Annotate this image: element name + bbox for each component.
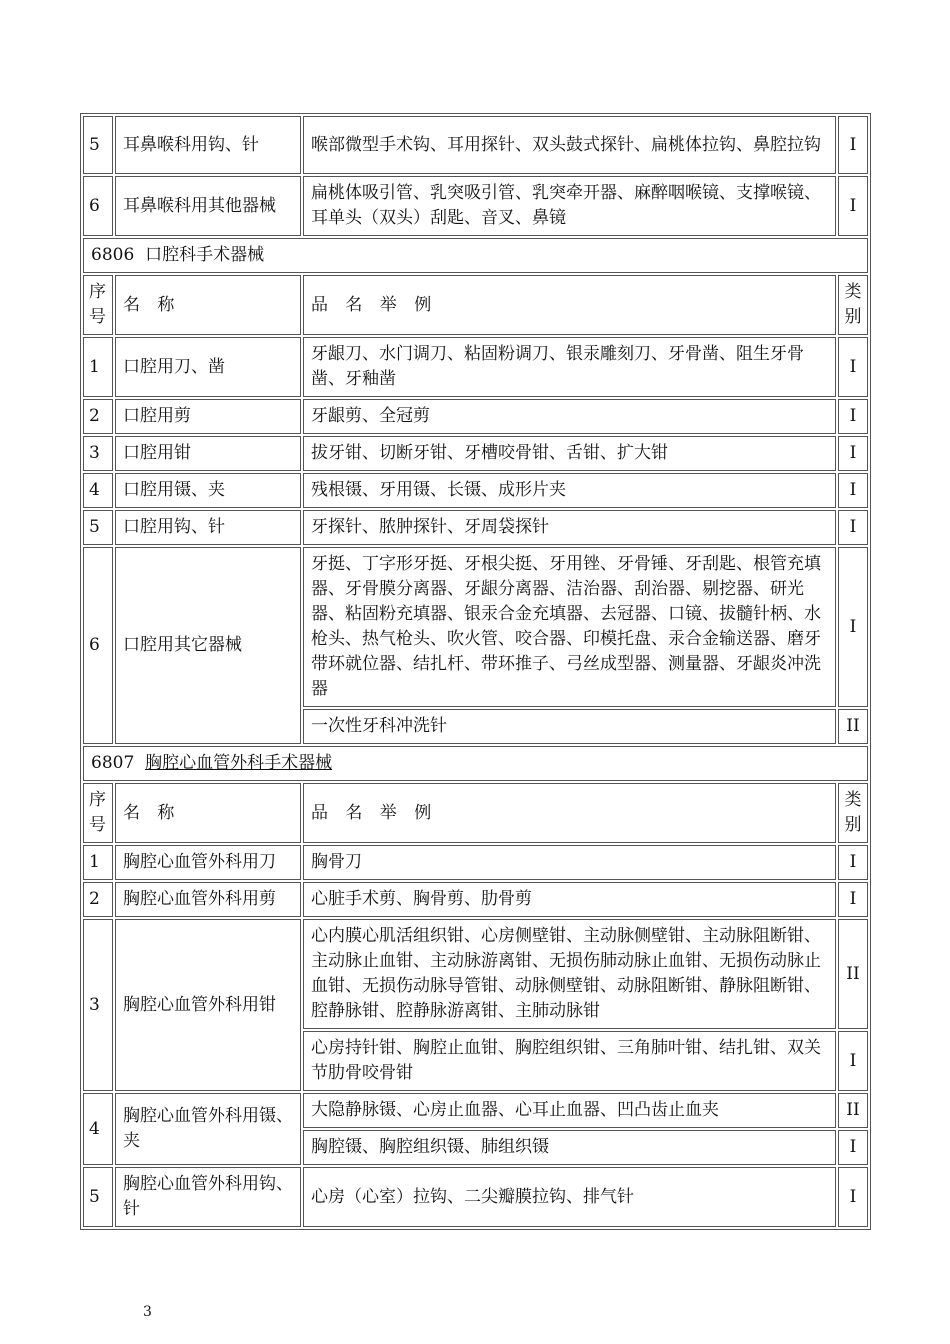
header-examples: 品 名 举 例 xyxy=(303,783,836,843)
row-class: I xyxy=(838,116,868,174)
row-class: II xyxy=(838,919,868,1029)
header-class: 类别 xyxy=(838,275,868,335)
table-row xyxy=(83,337,868,397)
row-examples: 心房持针钳、胸腔止血钳、胸腔组织钳、三角肺叶钳、结扎钳、双关节肋骨咬骨钳 xyxy=(303,1031,836,1091)
row-class: I xyxy=(838,1130,868,1165)
row-class: I xyxy=(838,436,868,471)
table-row xyxy=(83,547,868,707)
row-examples: 心房（心室）拉钩、二尖瓣膜拉钩、排气针 xyxy=(303,1167,836,1227)
row-examples: 心内膜心肌活组织钳、心房侧壁钳、主动脉侧壁钳、主动脉阻断钳、主动脉止血钳、主动脉游离钳、无损伤肺动脉止血钳、无损伤动脉止血钳、无损伤动脉导管钳、动脉侧壁钳、动脉阻断钳、静脉阻断钳、腔静脉钳、腔静脉游离钳、主肺动脉钳 xyxy=(303,919,836,1029)
row-class: I xyxy=(838,547,868,707)
table-row xyxy=(83,436,868,471)
table-row xyxy=(83,1093,868,1128)
row-examples: 残根镊、牙用镊、长镊、成形片夹 xyxy=(303,473,836,508)
row-class: I xyxy=(838,176,868,236)
row-name: 口腔用钳 xyxy=(115,436,301,471)
column-header-row xyxy=(83,275,868,335)
column-header-row xyxy=(83,783,868,843)
device-catalog-table xyxy=(80,113,871,1230)
row-number: 6 xyxy=(83,547,113,744)
row-class: I xyxy=(838,1167,868,1227)
row-class: I xyxy=(838,845,868,880)
row-class: I xyxy=(838,1031,868,1091)
row-examples: 喉部微型手术钩、耳用探针、双头鼓式探针、扁桃体拉钩、鼻腔拉钩 xyxy=(303,116,836,174)
row-number: 1 xyxy=(83,845,113,880)
row-class: II xyxy=(838,709,868,744)
row-examples: 一次性牙科冲洗针 xyxy=(303,709,836,744)
header-examples: 品 名 举 例 xyxy=(303,275,836,335)
table-row xyxy=(83,116,868,174)
row-name: 胸腔心血管外科用镊、夹 xyxy=(115,1093,301,1165)
row-examples: 大隐静脉镊、心房止血器、心耳止血器、凹凸齿止血夹 xyxy=(303,1093,836,1128)
row-class: I xyxy=(838,882,868,917)
page-number: 3 xyxy=(143,1304,152,1320)
section-title xyxy=(83,746,868,781)
table-row xyxy=(83,473,868,508)
row-examples: 牙龈剪、全冠剪 xyxy=(303,399,836,434)
section-heading-6806 xyxy=(83,238,868,273)
table-row xyxy=(83,399,868,434)
row-name: 口腔用剪 xyxy=(115,399,301,434)
row-class: II xyxy=(838,1093,868,1128)
row-number: 5 xyxy=(83,1167,113,1227)
header-name: 名 称 xyxy=(115,783,301,843)
row-number: 3 xyxy=(83,919,113,1091)
header-no: 序号 xyxy=(83,275,113,335)
section-code: 6806 xyxy=(91,245,135,265)
row-class: I xyxy=(838,473,868,508)
row-class: I xyxy=(838,337,868,397)
row-name: 口腔用其它器械 xyxy=(115,547,301,744)
header-no: 序号 xyxy=(83,783,113,843)
row-name: 耳鼻喉科用其他器械 xyxy=(115,176,301,236)
row-number: 6 xyxy=(83,176,113,236)
header-class: 类别 xyxy=(838,783,868,843)
row-number: 1 xyxy=(83,337,113,397)
row-examples: 胸腔镊、胸腔组织镊、肺组织镊 xyxy=(303,1130,836,1165)
row-class: I xyxy=(838,510,868,545)
header-name: 名 称 xyxy=(115,275,301,335)
row-number: 2 xyxy=(83,882,113,917)
section-code: 6807 xyxy=(91,753,135,773)
row-name: 胸腔心血管外科用刀 xyxy=(115,845,301,880)
table-row xyxy=(83,1167,868,1227)
table-row xyxy=(83,919,868,1029)
row-examples: 牙挺、丁字形牙挺、牙根尖挺、牙用锉、牙骨锤、牙刮匙、根管充填器、牙骨膜分离器、牙龈分离器、洁治器、刮治器、剔挖器、研光器、粘固粉充填器、银汞合金充填器、去冠器、口镜、拔髓针柄、水枪头、热气枪头、吹火管、咬合器、印模托盘、汞合金输送器、磨牙带环就位器、结扎杆、带环推子、弓丝成型器、测量器、牙龈炎冲洗器 xyxy=(303,547,836,707)
section-heading-6807 xyxy=(83,746,868,781)
section-name: 口腔科手术器械 xyxy=(145,245,265,265)
row-name: 口腔用镊、夹 xyxy=(115,473,301,508)
row-name: 口腔用刀、凿 xyxy=(115,337,301,397)
row-name: 胸腔心血管外科用剪 xyxy=(115,882,301,917)
row-examples: 扁桃体吸引管、乳突吸引管、乳突牵开器、麻醉咽喉镜、支撑喉镜、耳单头（双头）刮匙、音叉、鼻镜 xyxy=(303,176,836,236)
row-name: 口腔用钩、针 xyxy=(115,510,301,545)
section-title xyxy=(83,238,868,273)
row-name: 胸腔心血管外科用钳 xyxy=(115,919,301,1091)
row-examples: 胸骨刀 xyxy=(303,845,836,880)
table-row xyxy=(83,176,868,236)
table-row xyxy=(83,845,868,880)
row-examples: 心脏手术剪、胸骨剪、肋骨剪 xyxy=(303,882,836,917)
row-number: 4 xyxy=(83,1093,113,1165)
row-number: 4 xyxy=(83,473,113,508)
row-number: 3 xyxy=(83,436,113,471)
row-name: 胸腔心血管外科用钩、针 xyxy=(115,1167,301,1227)
row-number: 2 xyxy=(83,399,113,434)
row-name: 耳鼻喉科用钩、针 xyxy=(115,116,301,174)
row-number: 5 xyxy=(83,510,113,545)
row-class: I xyxy=(838,399,868,434)
table-row xyxy=(83,510,868,545)
row-number: 5 xyxy=(83,116,113,174)
section-name: 胸腔心血管外科手术器械 xyxy=(145,753,333,773)
row-examples: 牙探针、脓肿探针、牙周袋探针 xyxy=(303,510,836,545)
row-examples: 拔牙钳、切断牙钳、牙槽咬骨钳、舌钳、扩大钳 xyxy=(303,436,836,471)
row-examples: 牙龈刀、水门调刀、粘固粉调刀、银汞雕刻刀、牙骨凿、阻生牙骨凿、牙釉凿 xyxy=(303,337,836,397)
table-row xyxy=(83,882,868,917)
